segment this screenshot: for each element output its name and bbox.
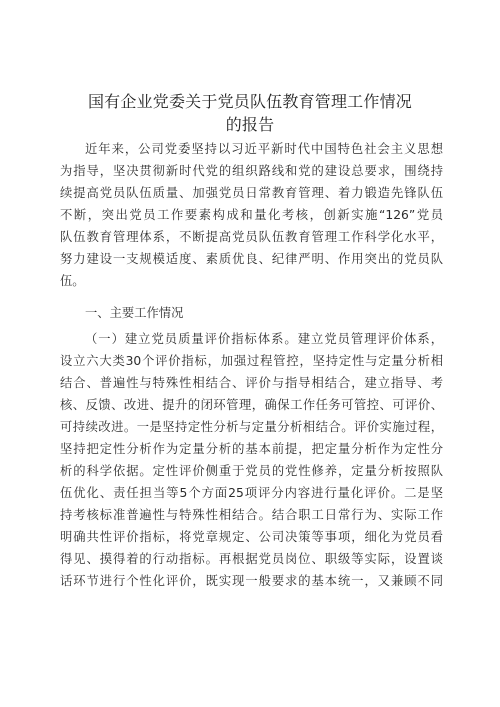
section1-line-4: 核、反馈、改进、提升的闭环管理，确保工作任务可管控、可评价、: [60, 398, 443, 412]
section-heading: 一、主要工作情况: [85, 306, 184, 320]
intro-line-3: 续提高党员队伍质量、加强党员日常教育管理、着力锻造先锋队伍: [60, 186, 443, 200]
intro-line-1: 近年来，公司党委坚持以习近平新时代中国特色社会主义思想: [85, 142, 443, 156]
section1-line-7: 析的科学依据。定性评价侧重于党员的党性修养，定量分析按照队: [60, 464, 443, 478]
intro-line-4: 不断，突出党员工作要素构成和量化考核，创新实施“126”党员: [60, 208, 443, 222]
intro-line-2: 为指导，坚决贯彻新时代党的组织路线和党的建设总要求，围绕持: [60, 164, 443, 178]
intro-line-5: 队伍教育管理体系，不断提高党员队伍教育管理工作科学化水平，: [60, 230, 443, 244]
section1-line-6: 坚持把定性分析作为定量分析的基本前提，把定量分析作为定性分: [60, 442, 443, 456]
section1-line-2: 设立六大类30个评价指标，加强过程管控，坚持定性与定量分析相: [60, 354, 443, 368]
section1-line-3: 结合、普遍性与特殊性相结合、评价与指导相结合，建立指导、考: [60, 376, 443, 390]
section1-line-9: 持考核标准普遍性与特殊性相结合。结合职工日常行为、实际工作: [60, 508, 443, 522]
section1-line-1: （一）建立党员质量评价指标体系。建立党员管理评价体系，: [85, 332, 443, 346]
section1-line-12: 话环节进行个性化评价，既实现一般要求的基本统一，又兼顾不同: [60, 574, 443, 588]
document-title-line-2: 的报告: [225, 115, 275, 134]
section1-line-5: 可持续改进。一是坚持定性分析与定量分析相结合。评价实施过程，: [60, 420, 443, 434]
document-title-line-1: 国有企业党委关于党员队伍教育管理工作情况: [87, 92, 412, 111]
intro-line-7: 伍。: [60, 274, 85, 288]
section1-line-8: 伍优化、责任担当等5个方面25项评分内容进行量化评价。二是坚: [60, 486, 443, 500]
section1-line-10: 明确共性评价指标，将党章规定、公司决策等事项，细化为党员看: [60, 530, 443, 544]
section1-line-11: 得见、摸得着的行动指标。再根据党员岗位、职级等实际，设置谈: [60, 552, 443, 566]
intro-line-6: 努力建设一支规模适度、素质优良、纪律严明、作用突出的党员队: [60, 252, 443, 266]
